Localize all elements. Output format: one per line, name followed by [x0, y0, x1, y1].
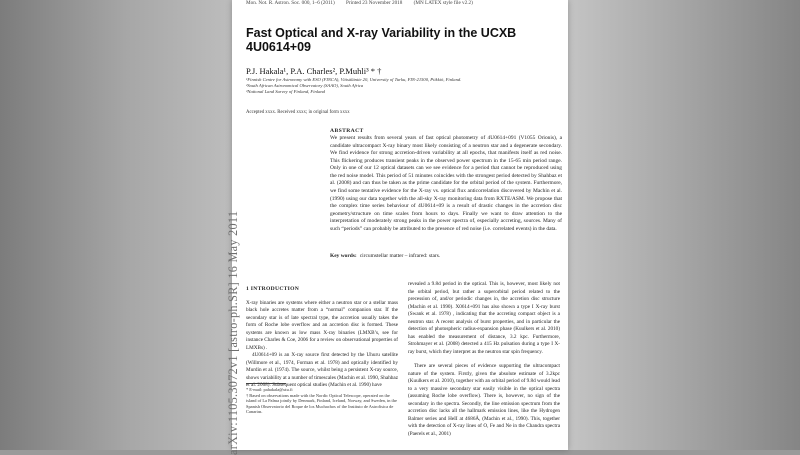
affiliation-2: ²South African Astronomical Observatory (SAAO), South Africa — [246, 83, 364, 88]
journal-citation: Mon. Not. R. Astron. Soc. 000, 1–6 (2011) — [246, 0, 335, 6]
style-file: (MN LATEX style file v2.2) — [413, 0, 473, 6]
keywords — [330, 253, 562, 259]
paper-title — [246, 26, 546, 54]
abstract — [330, 128, 562, 233]
authors: P.J. Hakala¹, P.A. Charles², P.Muhli³ * † — [246, 66, 382, 76]
arxiv-identifier-stamp: arXiv:1105.3072v1 [astro-ph.SR] 16 May 2011 — [226, 210, 240, 455]
viewer-background-right — [568, 0, 800, 450]
paper-page — [232, 0, 568, 450]
footnote-observations: † Based on observations made with the Nordic Optical Telescope, operated on the island of La Palma jointly by Denmark, Finland, Iceland, Norway, and Sweden, in the Spanish Observatorio del Roque de los Muchachos of the Instituto de Astrofisica de Canarias. — [246, 392, 397, 415]
affiliation-1: ¹Finnish Centre for Astronomy with ESO (FINCA), Väisäläntie 20, University of Turku, FIN-21500, Piikkiö, Finland. — [246, 77, 462, 82]
viewer-background-left — [0, 0, 232, 450]
column-left — [246, 286, 398, 390]
keywords-text: circumstellar matter – infrared: stars. — [359, 253, 441, 259]
intro-paragraph-3: revealed a 9.8d period in the optical. This is, however, most likely not the orbital period, but rather a superorbital period related to the precession of, and/or periodic changes in, the accretion disc structure (Machin et al. 1990). X0614+091 has also shown a type I X-ray burst (Swank et al. 1978) , indicating that the accreting compact object is a neutron star. A recent analysis of burst properties, and in particular the detection of photospheric radius-expansion phase (Kuulkers et al. 2010) has enabled the measurement of distance, 3.2 kpc. Furthermore, Strohmayer et al. (2008) detected a 415 Hz pulsation during a type I X-ray burst, which they interpret as the neutron star spin frequency. — [408, 281, 560, 355]
printed-date: Printed 23 November 2018 — [346, 0, 403, 6]
footnote-email: * E-mail: pahakala@utu.fi — [246, 387, 293, 392]
footnote-rule — [246, 383, 286, 384]
title-line-1: Fast Optical and X-ray Variability in the UCXB — [246, 26, 517, 40]
accepted-line: Accepted xxxx. Received xxxx; in original form xxxx — [246, 110, 350, 115]
intro-paragraph-4: There are several pieces of evidence supporting the ultracompact nature of the system. Firstly, given the absolute estimate of 3.2kpc (Kuulkers et al. 2010), together with an orbital period of 9.8d would lead to a very massive secondary star easily visible in the optical spectra (assuming Roche lobe overflow). There is, however, no sign of the secondary in the spectra. Secondly, the line emission spectrum from the accretion disc lacks all the hallmark emission lines, like the Hydrogen Balmer series and HeII at 4686Å, (Machin et al., 1990). This, together with the detection of X-ray lines of O, Fe and Ne in the Chandra spectra (Paerels et al., 2001) — [408, 363, 560, 437]
abstract-text: We present results from several years of fast optical photometry of 4U0614+091 (V1055 Orionis), a candidate ultracompact X-ray binary most likely consisting of a neutron star and a degenerate secondary. We find evidence for strong accretion-driven variability at all epochs, that manifests itself as red noise. This flickering produces transient peaks in the observed power spectrum in the 15-65 min period range. Only in one of our 12 optical datasets can we see evidence for a period that cannot be reproduced using the red noise model. This period of 51 minutes coincides with the strongest period detected by Shahbaz et al. (2008) and can thus be taken as the prime candidate for the orbital period of the system. Furthermore, we find some tentative evidence for the X-ray vs. optical flux anticorrelation discovered by Machin et al. (1990) using our data together with the all-sky X-ray monitoring data from RXTE/ASM. We propose that the complex time series behaviour of 4U0614+09 is a result of drastic changes in the accretion disc geometry/structure on time scales from hours to days. Finally we want to draw attention to the interpretation of moderately strong peaks in the power spectra of, especially accreting, sources. Many of such “periods” can probably be attributed to the presence of red noise (i.e. correlated events) in the data. — [330, 135, 562, 232]
intro-paragraph-1: X-ray binaries are systems where either a neutron star or a stellar mass black hole accretes matter from a “normal” companion star. If the secondary star is of late spectral type, the accretion usually takes the form of Roche lobe overflow and an accretion disc is formed. These systems are known as low mass X-ray binaries (LMXB’s, see for instance Charles & Coe, 2006 for a review on observational properties of LMXBs) . — [246, 299, 398, 351]
running-header — [246, 0, 564, 6]
column-right — [408, 281, 560, 438]
keywords-label: Key words: — [330, 253, 357, 259]
title-line-2: 4U0614+09 — [246, 40, 311, 54]
introduction-heading: 1 INTRODUCTION — [246, 286, 300, 292]
affiliation-3: ³National Land Survey of Finland, Finland — [246, 89, 325, 94]
footnotes — [246, 383, 398, 415]
abstract-heading: ABSTRACT — [330, 128, 364, 134]
intro-paragraph-2: 4U0614+09 is an X-ray source first detected by the Uhuru satellite (Willmore et al., 1974, Forman et al. 1978) and optically identified by Murdin et al. (1974). The source, whilst being a persistent X-ray source, shows variability at a number of timescales (Machin et al. 1990, Shahbaz et al. 2008). Subsequent optical studies (Machin et al. 1990) have — [246, 352, 398, 388]
